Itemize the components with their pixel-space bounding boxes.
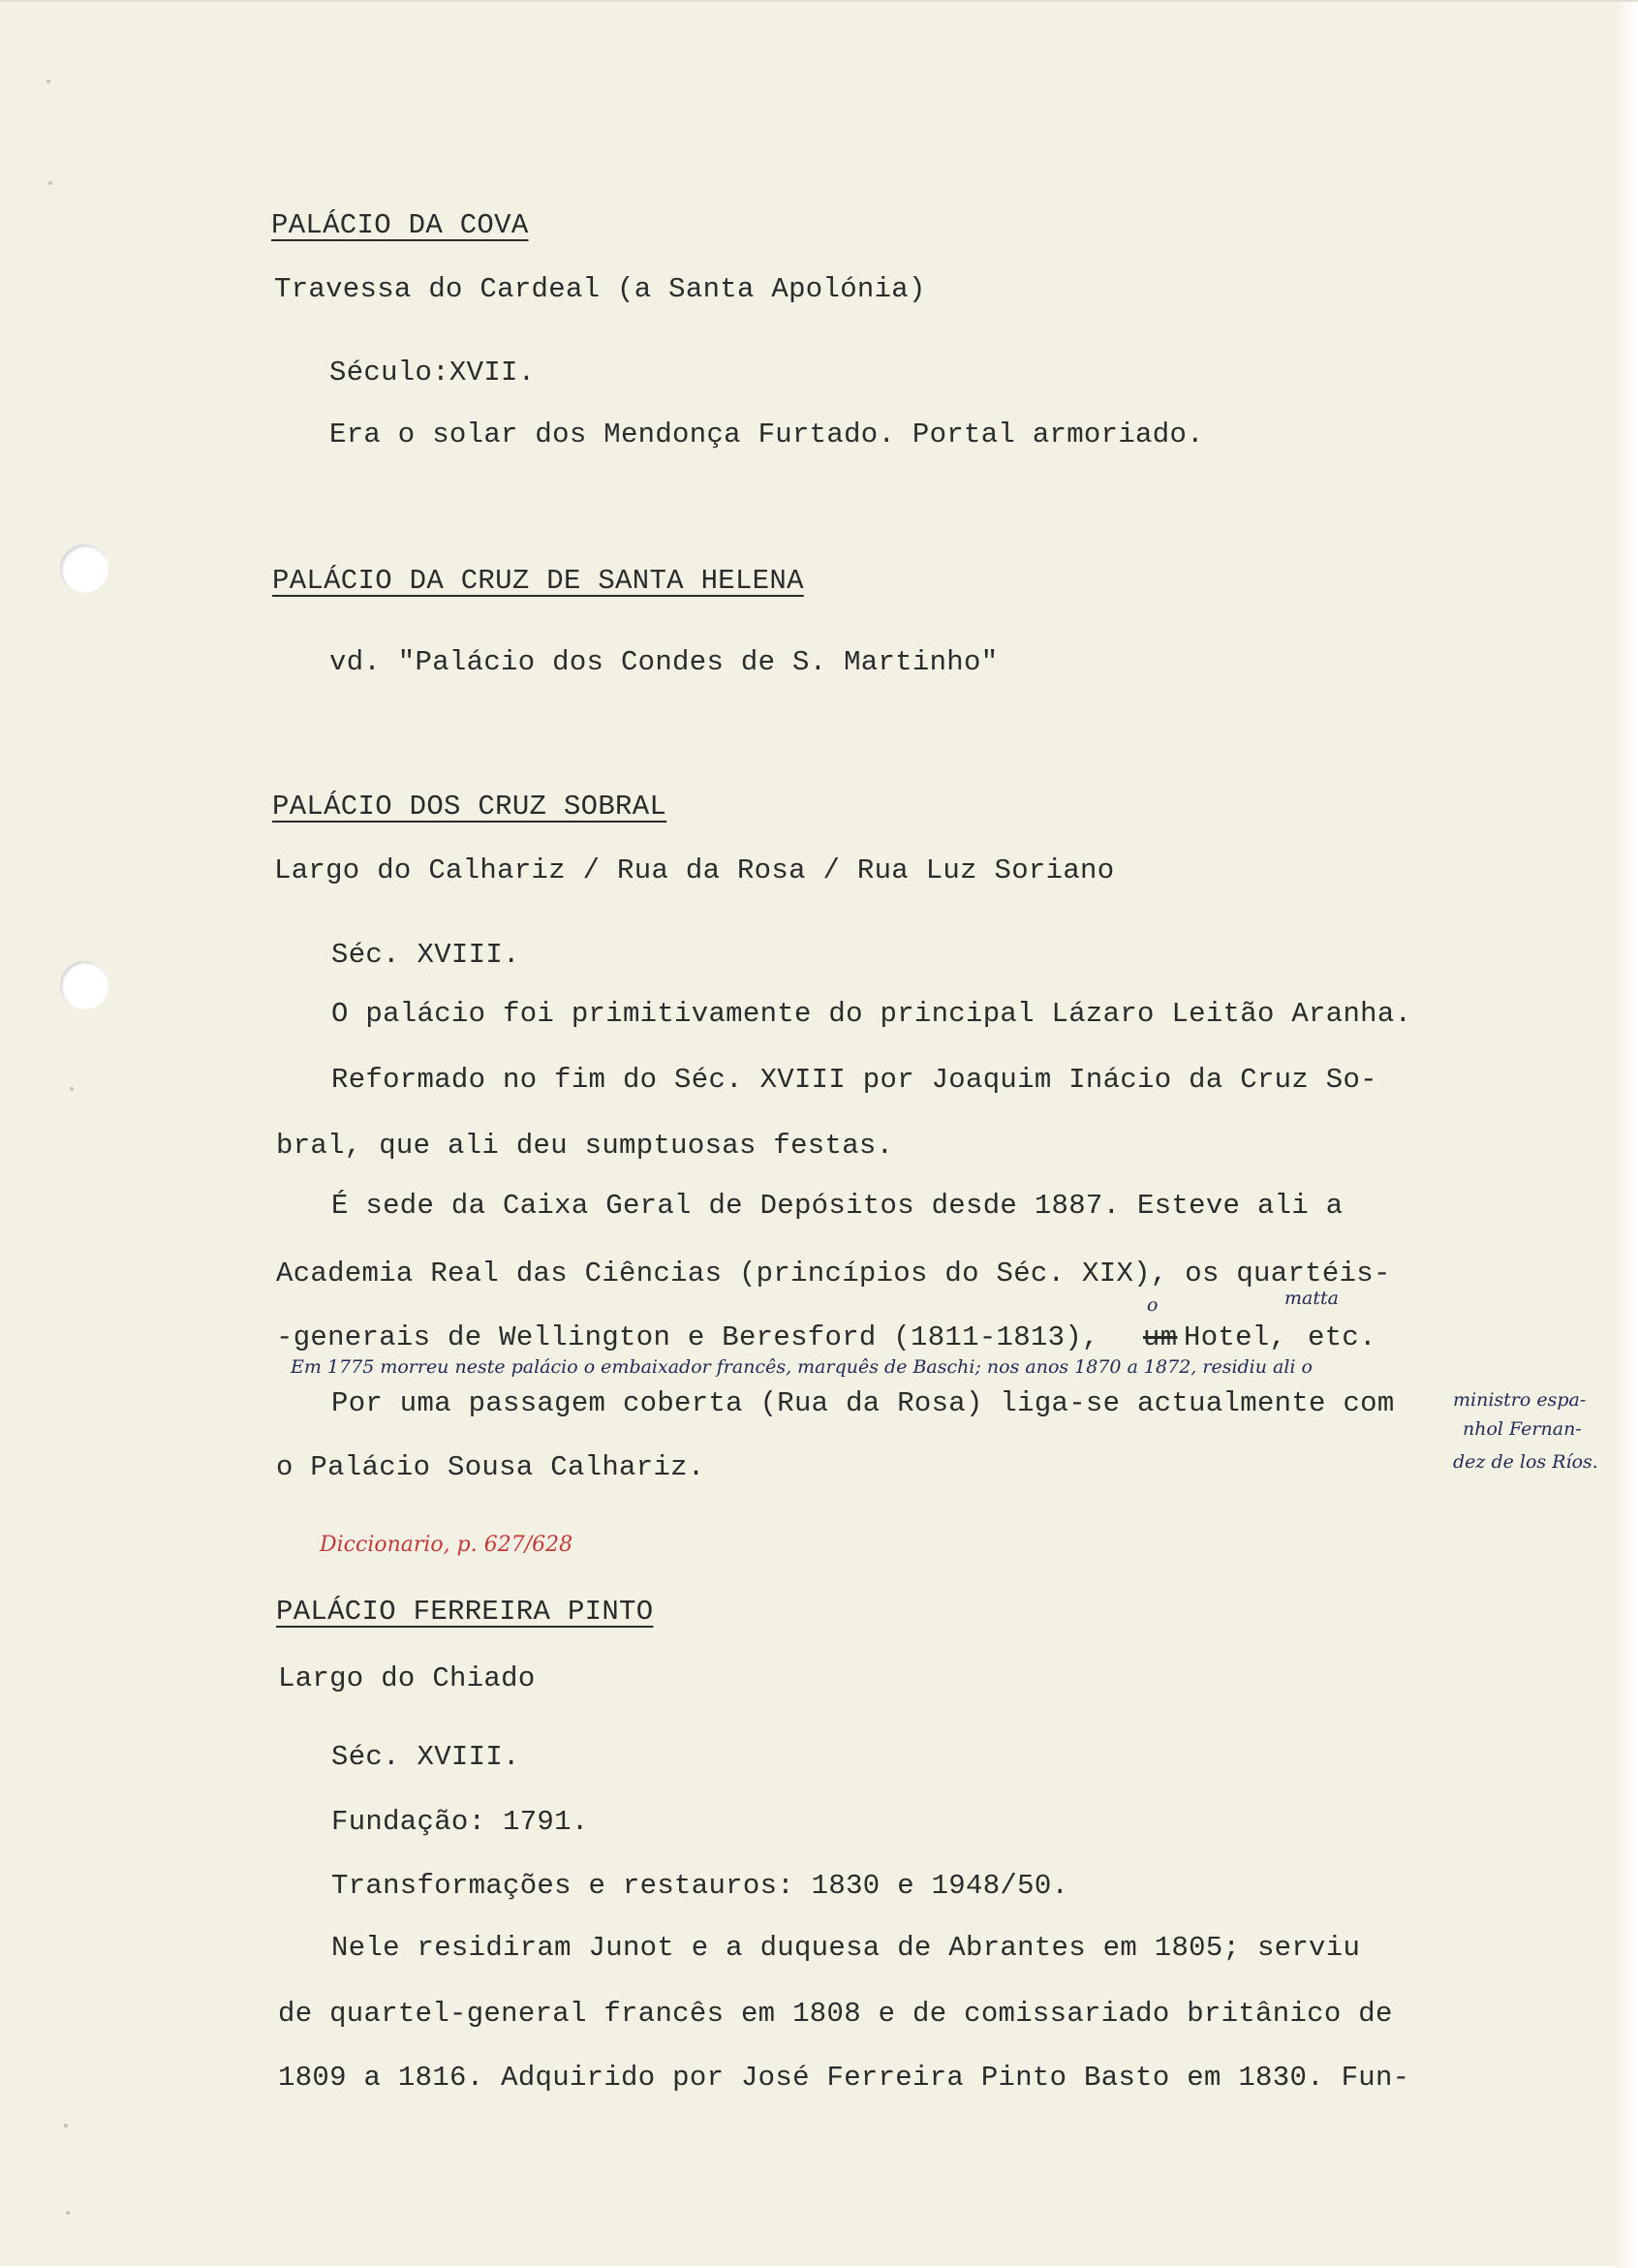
entry-line: Por uma passagem coberta (Rua da Rosa) liga-se actualmente com — [331, 1387, 1395, 1419]
typed-word: Hotel, — [1184, 1321, 1287, 1353]
margin-note-line: nhol Fernan- — [1463, 1418, 1582, 1440]
punch-hole-bottom — [60, 961, 108, 1010]
typed-word: etc. — [1308, 1321, 1376, 1353]
entry-line: vd. "Palácio dos Condes de S. Martinho" — [329, 646, 999, 678]
entry-line: Reformado no fim do Séc. XVIII por Joaquim Inácio da Cruz So- — [331, 1064, 1377, 1096]
paper-speck — [66, 2211, 70, 2215]
handwritten-note: Em 1775 morreu neste palácio o embaixador francês, marquês de Baschi; nos anos 1870 a 1872, residiu ali o — [291, 1356, 1313, 1378]
handwritten-insertion: matta — [1284, 1288, 1339, 1309]
margin-note-line: dez de los Ríos. — [1453, 1451, 1598, 1473]
entry-line: de quartel-general francês em 1808 e de comissariado britânico de — [278, 1998, 1393, 2030]
reference-annotation: Diccionario, p. 627/628 — [320, 1533, 573, 1557]
entry-address: Largo do Chiado — [278, 1662, 536, 1694]
entry-line: Fundação: 1791. — [331, 1806, 589, 1838]
entry-century: Século:XVII. — [329, 357, 536, 388]
entry-address: Largo do Calhariz / Rua da Rosa / Rua Luz Soriano — [274, 854, 1115, 886]
entry-line: O palácio foi primitivamente do principal Lázaro Leitão Aranha. — [331, 998, 1412, 1030]
entry-line: Transformações e restauros: 1830 e 1948/50. — [331, 1870, 1069, 1902]
struck-word: um — [1143, 1321, 1178, 1353]
entry-century: Séc. XVIII. — [331, 939, 520, 971]
entry-line: -generais de Wellington e Beresford (1811-1813), — [276, 1321, 1099, 1353]
paper-speck — [70, 1087, 74, 1091]
entry-line: 1809 a 1816. Adquirido por José Ferreira Pinto Basto em 1830. Fun- — [278, 2062, 1410, 2094]
entry-address: Travessa do Cardeal (a Santa Apolónia) — [274, 273, 926, 305]
entry-line: Era o solar dos Mendonça Furtado. Portal armoriado. — [329, 419, 1204, 450]
entry-line: É sede da Caixa Geral de Depósitos desde 1887. Esteve ali a — [331, 1190, 1344, 1222]
entry-line: bral, que ali deu sumptuosas festas. — [276, 1130, 894, 1162]
paper-speck — [64, 2124, 68, 2128]
page-edge — [1615, 2, 1638, 2268]
paper-speck — [46, 79, 50, 83]
entry-title: PALÁCIO FERREIRA PINTO — [276, 1596, 654, 1628]
entry-title: PALÁCIO DA COVA — [271, 209, 529, 241]
entry-line: o Palácio Sousa Calhariz. — [276, 1451, 705, 1483]
paper-speck — [48, 181, 52, 185]
entry-line: Academia Real das Ciências (princípios do Séc. XIX), os quartéis- — [276, 1258, 1391, 1289]
entry-century: Séc. XVIII. — [331, 1741, 520, 1773]
handwritten-insertion: o — [1147, 1294, 1159, 1316]
punch-hole-top — [60, 544, 108, 593]
entry-title: PALÁCIO DA CRUZ DE SANTA HELENA — [272, 565, 804, 597]
entry-line: Nele residiram Junot e a duquesa de Abrantes em 1805; serviu — [331, 1932, 1361, 1964]
entry-title: PALÁCIO DOS CRUZ SOBRAL — [272, 791, 667, 823]
margin-note-line: ministro espa- — [1453, 1389, 1587, 1411]
